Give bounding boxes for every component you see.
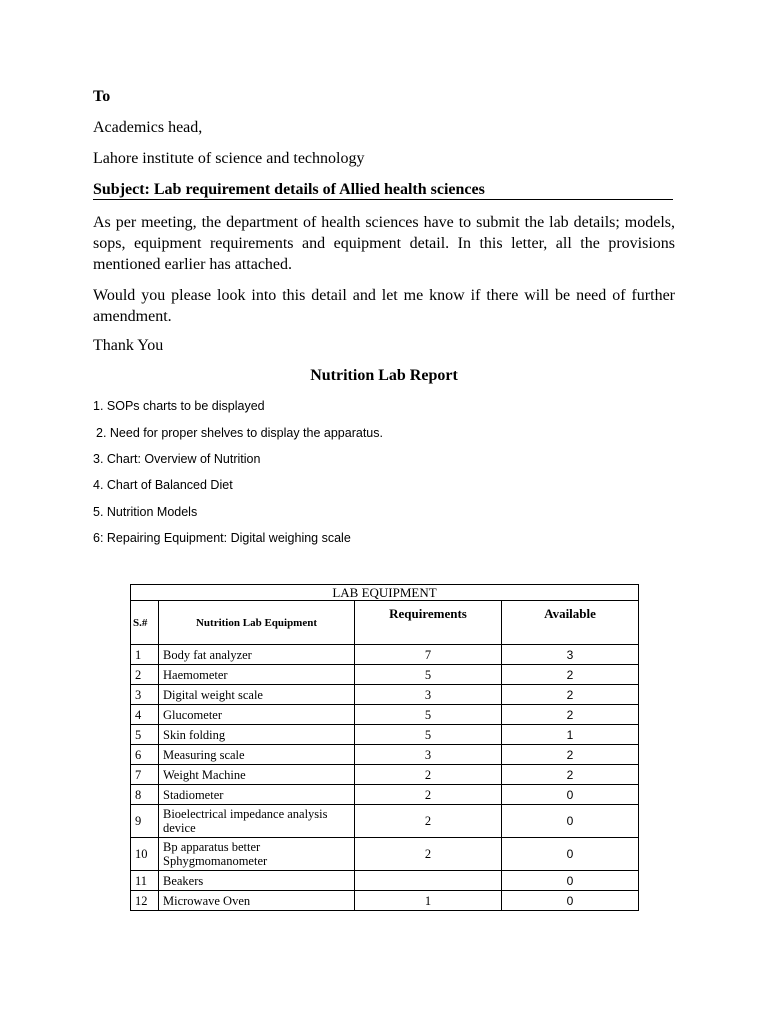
cell-requirements: 5 xyxy=(355,725,502,745)
report-list-item: 1. SOPs charts to be displayed xyxy=(93,399,265,413)
cell-available: 2 xyxy=(502,685,639,705)
cell-serial-number: 2 xyxy=(131,665,159,685)
cell-equipment-name: Measuring scale xyxy=(159,745,355,765)
cell-requirements: 3 xyxy=(355,745,502,765)
report-title: Nutrition Lab Report xyxy=(310,367,458,384)
table-row xyxy=(131,805,639,838)
cell-available: 0 xyxy=(502,891,639,911)
cell-serial-number: 9 xyxy=(131,805,159,838)
cell-available: 2 xyxy=(502,745,639,765)
cell-equipment-name: Glucometer xyxy=(159,705,355,725)
cell-equipment-name: Bp apparatus better Sphygmomanometer xyxy=(159,838,355,871)
table-row xyxy=(131,705,639,725)
cell-available: 2 xyxy=(502,765,639,785)
cell-equipment-name: Stadiometer xyxy=(159,785,355,805)
letter-subject: Subject: Lab requirement details of Allied health sciences xyxy=(93,181,673,200)
cell-serial-number: 3 xyxy=(131,685,159,705)
cell-requirements: 3 xyxy=(355,685,502,705)
cell-equipment-name: Microwave Oven xyxy=(159,891,355,911)
cell-available: 2 xyxy=(502,705,639,725)
header-available: Available xyxy=(502,601,639,645)
cell-equipment-name: Haemometer xyxy=(159,665,355,685)
table-row xyxy=(131,745,639,765)
cell-serial-number: 12 xyxy=(131,891,159,911)
cell-requirements: 5 xyxy=(355,705,502,725)
cell-available: 2 xyxy=(502,665,639,685)
report-list-item: 6: Repairing Equipment: Digital weighing scale xyxy=(93,531,351,545)
table-row xyxy=(131,665,639,685)
table-row xyxy=(131,725,639,745)
cell-available: 0 xyxy=(502,805,639,838)
cell-requirements: 2 xyxy=(355,805,502,838)
cell-requirements: 5 xyxy=(355,665,502,685)
cell-requirements: 2 xyxy=(355,765,502,785)
report-list-item: 3. Chart: Overview of Nutrition xyxy=(93,452,261,466)
cell-requirements: 1 xyxy=(355,891,502,911)
cell-equipment-name: Skin folding xyxy=(159,725,355,745)
cell-serial-number: 10 xyxy=(131,838,159,871)
cell-available: 1 xyxy=(502,725,639,745)
cell-serial-number: 8 xyxy=(131,785,159,805)
table-row xyxy=(131,838,639,871)
cell-serial-number: 4 xyxy=(131,705,159,725)
cell-requirements: 2 xyxy=(355,785,502,805)
cell-available: 0 xyxy=(502,838,639,871)
cell-requirements: 2 xyxy=(355,838,502,871)
cell-requirements xyxy=(355,871,502,891)
header-serial-number: S.# xyxy=(131,601,159,645)
cell-equipment-name: Digital weight scale xyxy=(159,685,355,705)
cell-equipment-name: Body fat analyzer xyxy=(159,645,355,665)
letter-institute: Lahore institute of science and technology xyxy=(93,150,365,167)
cell-equipment-name: Bioelectrical impedance analysis device xyxy=(159,805,355,838)
table-row xyxy=(131,645,639,665)
table-row xyxy=(131,785,639,805)
cell-serial-number: 11 xyxy=(131,871,159,891)
table-caption: LAB EQUIPMENT xyxy=(131,585,639,601)
table-caption-row xyxy=(131,585,639,601)
header-equipment: Nutrition Lab Equipment xyxy=(159,601,355,645)
letter-closing: Thank You xyxy=(93,337,164,354)
table-row xyxy=(131,685,639,705)
cell-equipment-name: Weight Machine xyxy=(159,765,355,785)
letter-paragraph-2: Would you please look into this detail and let me know if there will be need of further amendment. xyxy=(93,287,675,325)
report-list-item: 4. Chart of Balanced Diet xyxy=(93,478,233,492)
report-list-item: 5. Nutrition Models xyxy=(93,505,198,519)
letter-addressee: Academics head, xyxy=(93,119,203,136)
letter-to: To xyxy=(93,88,111,105)
lab-equipment-table xyxy=(130,584,639,911)
cell-serial-number: 1 xyxy=(131,645,159,665)
cell-available: 0 xyxy=(502,785,639,805)
report-list-item: 2. Need for proper shelves to display the apparatus. xyxy=(96,426,383,440)
cell-serial-number: 5 xyxy=(131,725,159,745)
header-requirements: Requirements xyxy=(355,601,502,645)
table-row xyxy=(131,891,639,911)
table-header-row xyxy=(131,601,639,645)
cell-serial-number: 7 xyxy=(131,765,159,785)
table-row xyxy=(131,871,639,891)
letter-paragraph-1: As per meeting, the department of health sciences have to submit the lab details; models, sops, equipment requirements and equipment detail. In this letter, all the provisions mentioned earlier has attached. xyxy=(93,214,675,273)
cell-available: 3 xyxy=(502,645,639,665)
table-row xyxy=(131,765,639,785)
cell-available: 0 xyxy=(502,871,639,891)
cell-requirements: 7 xyxy=(355,645,502,665)
cell-equipment-name: Beakers xyxy=(159,871,355,891)
cell-serial-number: 6 xyxy=(131,745,159,765)
